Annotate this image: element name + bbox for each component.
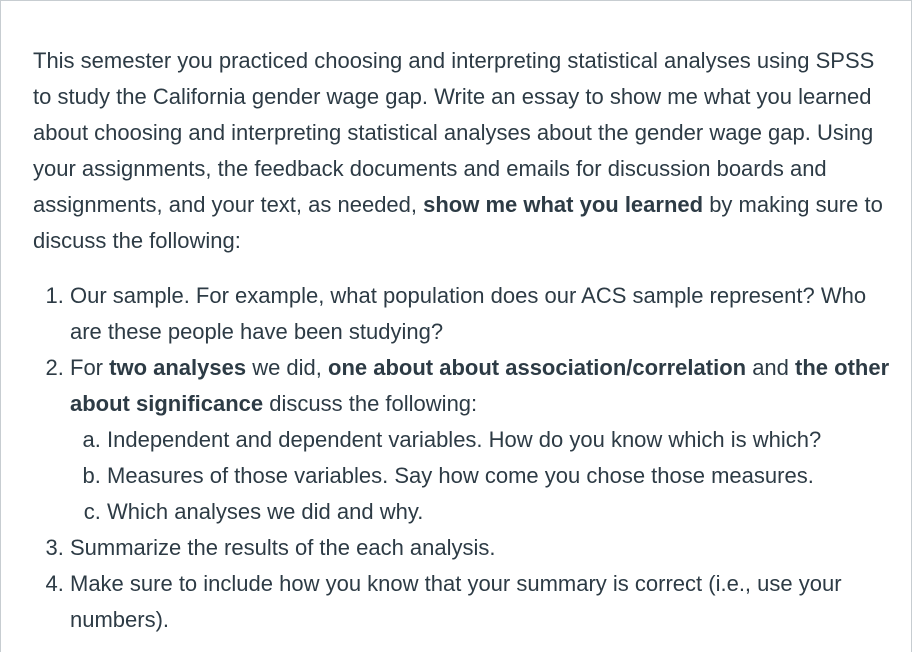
list-item-3-text: Summarize the results of the each analysis. — [70, 535, 496, 560]
sublist-item-b: b. Measures of those variables. Say how come you chose those measures. — [107, 458, 897, 494]
list-item-1 — [70, 278, 897, 350]
list-item-2-bold-2: one about about association/correlation — [328, 355, 747, 380]
list-item-2-mid-1: we did, — [246, 355, 329, 380]
intro-bold-text: show me what you learned — [423, 192, 704, 217]
sublist-item-c: c. Which analyses we did and why. — [107, 494, 897, 530]
lettered-sublist — [70, 422, 897, 530]
list-item-2-pre: For — [70, 355, 110, 380]
list-item-4 — [70, 566, 897, 638]
sublist-item-a: a. Independent and dependent variables. How do you know which is which? — [107, 422, 897, 458]
assignment-prompt — [33, 43, 897, 638]
intro-paragraph — [33, 43, 897, 259]
list-item-2 — [70, 350, 897, 530]
list-item-2-bold-1: two analyses — [109, 355, 247, 380]
list-item-3 — [70, 530, 897, 566]
intro-text-2: by making sure to discuss the following: — [33, 192, 883, 253]
list-item-2-mid-2: and — [746, 355, 796, 380]
intro-text-1: This semester you practiced choosing and interpreting statistical analyses using SPSS to study the California gender wage gap. Write an essay to show me what you learned about choosing and interpreting statistical analyses about the gender wage gap. Using your assignments, the feedback documents and emails for discussion boards and assignments, and your text, as needed, — [33, 48, 875, 217]
list-item-1-text: Our sample. For example, what population does our ACS sample represent? Who are these people have been studying? — [70, 283, 867, 344]
numbered-list — [33, 278, 897, 638]
list-item-2-post: discuss the following: — [263, 391, 478, 416]
list-item-4-text: Make sure to include how you know that your summary is correct (i.e., use your numbers). — [70, 571, 842, 632]
list-item-2-bold-3: the other about significance — [70, 355, 890, 416]
